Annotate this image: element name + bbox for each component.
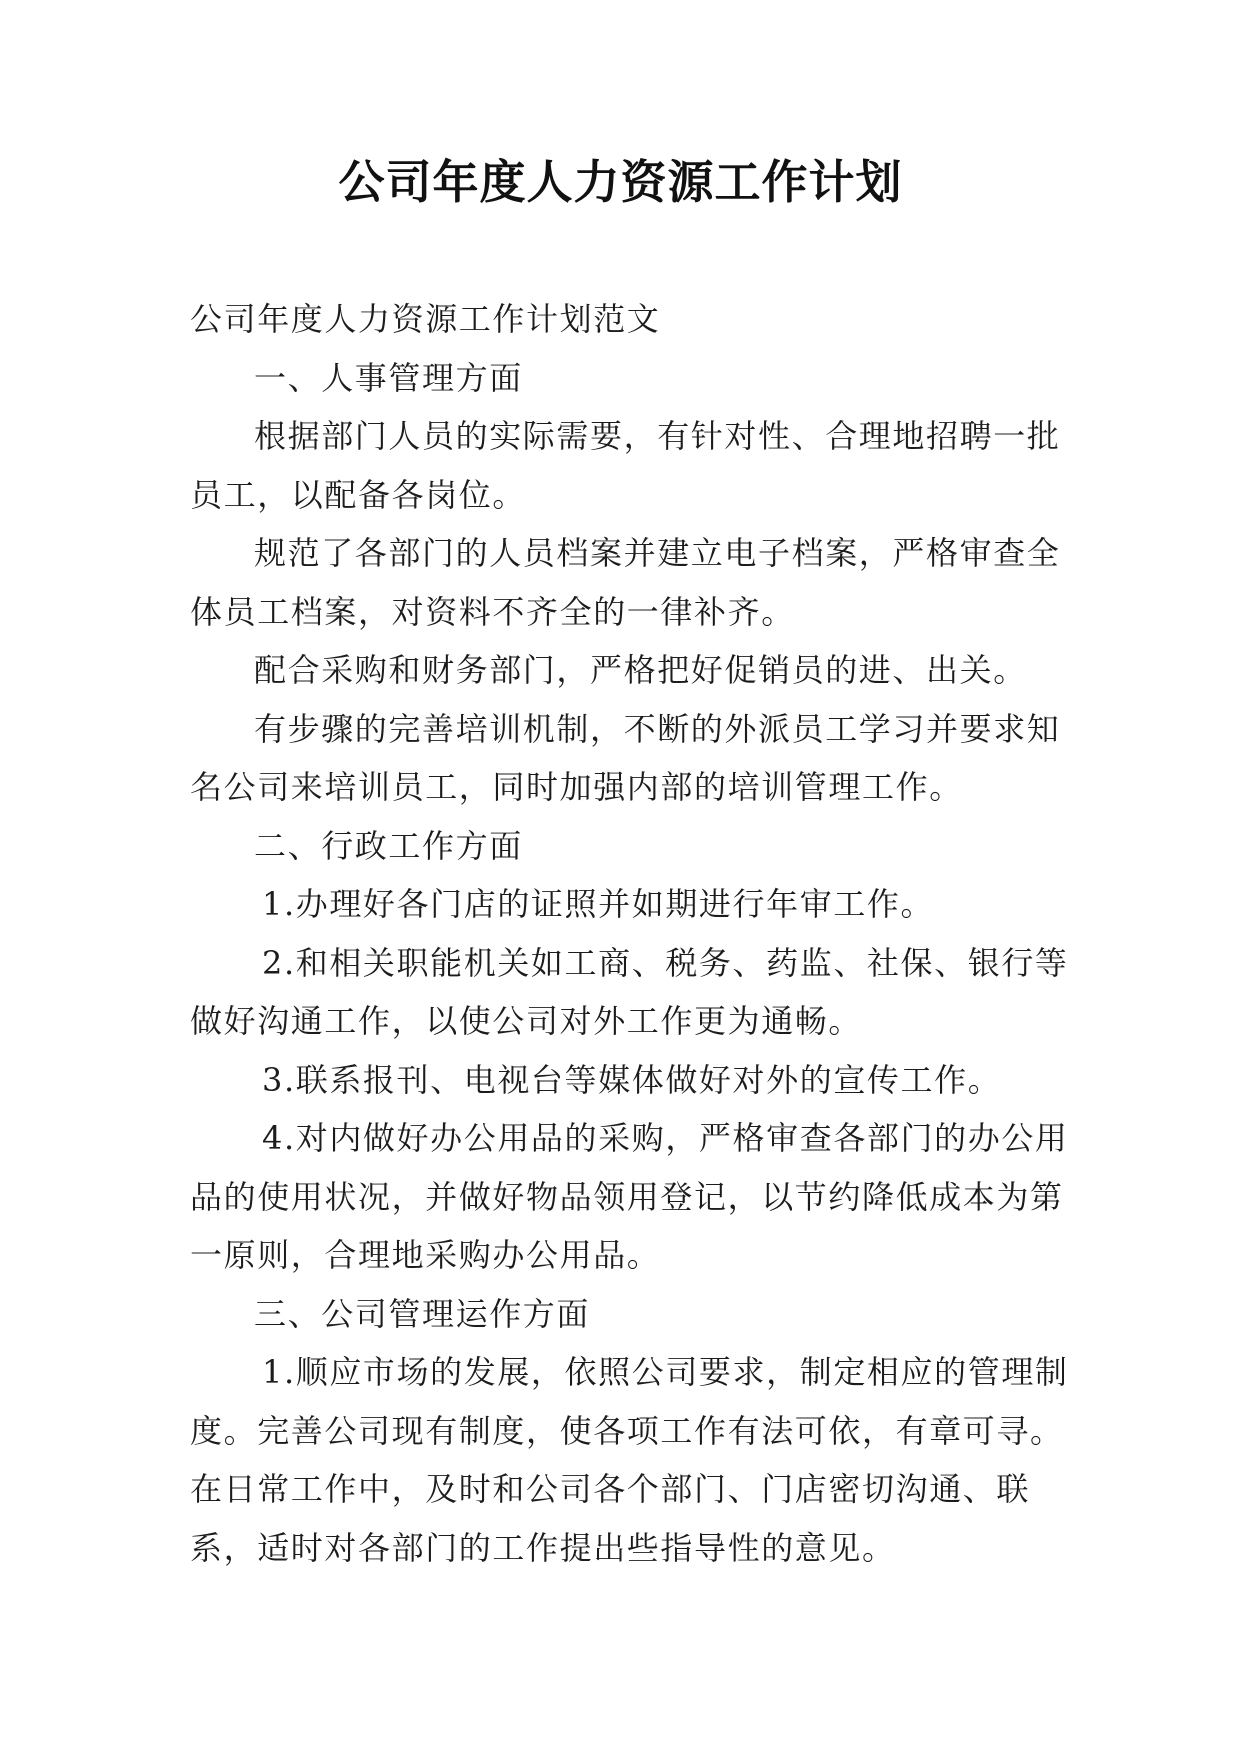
numbered-paragraph: 4.对内做好办公用品的采购，严格审查各部门的办公用品的使用状况，并做好物品领用登记，以节约降低成本为第一原则，合理地采购办公用品。	[190, 1119, 1069, 1274]
body-paragraph: 规范了各部门的人员档案并建立电子档案，严格审查全体员工档案，对资料不齐全的一律补齐。	[190, 534, 1061, 631]
section-heading-management: 三、公司管理运作方面	[254, 1294, 591, 1333]
section-heading-personnel: 一、人事管理方面	[254, 358, 523, 397]
document-title: 公司年度人力资源工作计划	[338, 155, 903, 209]
numbered-paragraph: 2.和相关职能机关如工商、税务、药监、社保、银行等做好沟通工作，以使公司对外工作更为通畅。	[190, 943, 1069, 1040]
body-paragraph: 配合采购和财务部门，严格把好促销员的进、出关。	[254, 651, 1027, 689]
numbered-paragraph: 3.联系报刊、电视台等媒体做好对外的宣传工作。	[262, 1060, 1002, 1099]
section-heading-administration: 二、行政工作方面	[254, 826, 523, 865]
numbered-paragraph: 1.顺应市场的发展，依照公司要求，制定相应的管理制度。完善公司现有制度，使各项工作有法可依，有章可寻。在日常工作中，及时和公司各个部门、门店密切沟通、联系，适时对各部门的工作提出些指导性的意见。	[190, 1353, 1069, 1567]
document-body	[190, 290, 1080, 1577]
body-paragraph: 有步骤的完善培训机制，不断的外派员工学习并要求知名公司来培训员工，同时加强内部的培训管理工作。	[190, 709, 1061, 806]
body-paragraph: 根据部门人员的实际需要，有针对性、合理地招聘一批员工，以配备各岗位。	[190, 417, 1061, 514]
subtitle-paragraph: 公司年度人力资源工作计划范文	[190, 300, 661, 338]
numbered-paragraph: 1.办理好各门店的证照并如期进行年审工作。	[262, 885, 935, 923]
